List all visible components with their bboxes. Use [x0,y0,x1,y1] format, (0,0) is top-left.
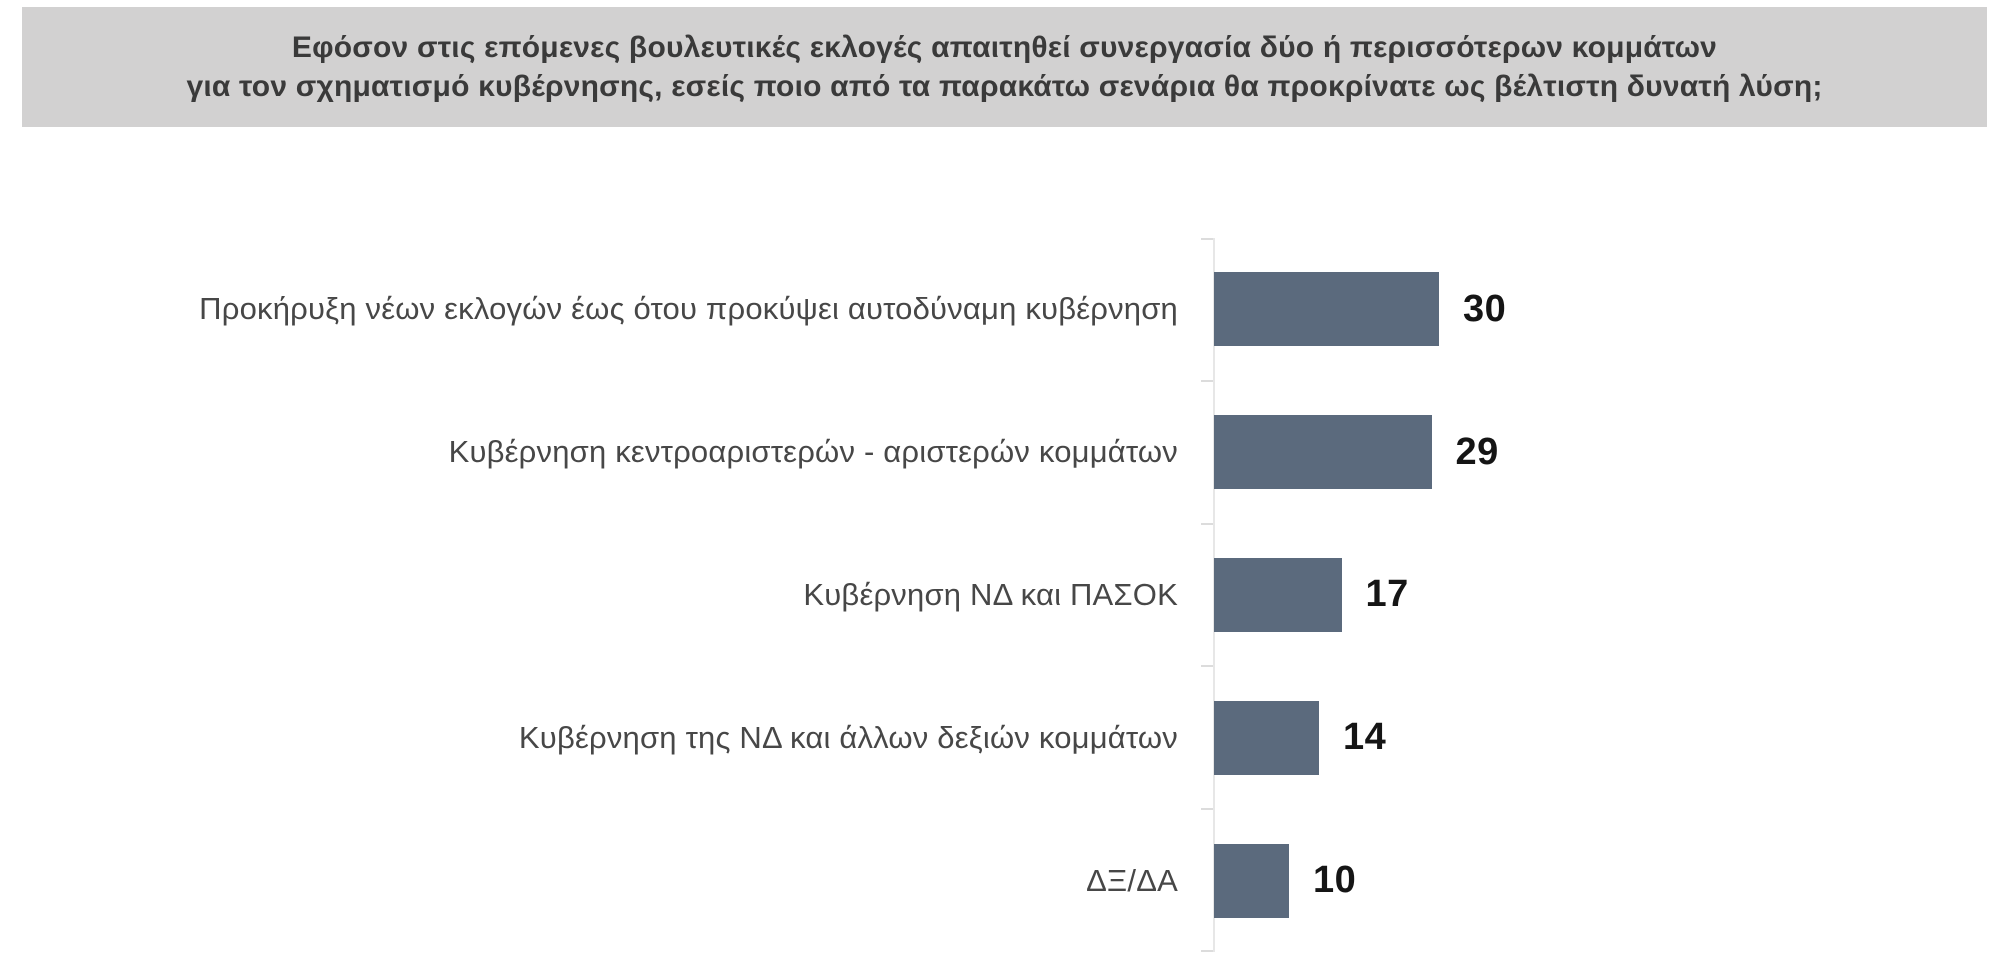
question-line-2: για τον σχηματισμό κυβέρνησης, εσείς ποιο από τα παρακάτω σενάρια θα προκρίνατε ως βέλτιστη δυνατή λύση; [186,70,1823,103]
bar-row [0,666,2000,809]
value-label: 14 [1343,716,1387,759]
category-label: Κυβέρνηση της ΝΔ και άλλων δεξιών κομμάτων [518,719,1178,755]
bar [1214,415,1432,489]
bar-track [1214,238,2000,381]
bar-track [1214,381,2000,524]
category-label: Προκήρυξη νέων εκλογών έως ότου προκύψει αυτοδύναμη κυβέρνηση [199,291,1178,327]
bar-row [0,381,2000,524]
bar-row [0,809,2000,952]
question-banner [22,7,1987,127]
bar [1214,558,1342,632]
value-label: 29 [1455,430,1499,473]
category-label: ΔΞ/ΔΑ [1086,862,1178,898]
bar [1214,701,1319,775]
question-line-1: Εφόσον στις επόμενες βουλευτικές εκλογές απαιτηθεί συνεργασία δύο ή περισσότερων κομμάτων [291,31,1718,64]
bar-track [1214,524,2000,667]
bar-track [1214,666,2000,809]
bar-track [1214,809,2000,952]
bar [1214,272,1439,346]
bar-row [0,238,2000,381]
bar-rows [0,238,2000,952]
horizontal-bar-chart [0,238,2000,952]
bar-row [0,524,2000,667]
value-label: 10 [1313,859,1357,902]
bar [1214,844,1289,918]
category-label: Κυβέρνηση ΝΔ και ΠΑΣΟΚ [803,576,1178,612]
value-label: 17 [1365,573,1409,616]
value-label: 30 [1463,287,1507,330]
category-label: Κυβέρνηση κεντροαριστερών - αριστερών κομμάτων [448,434,1178,470]
